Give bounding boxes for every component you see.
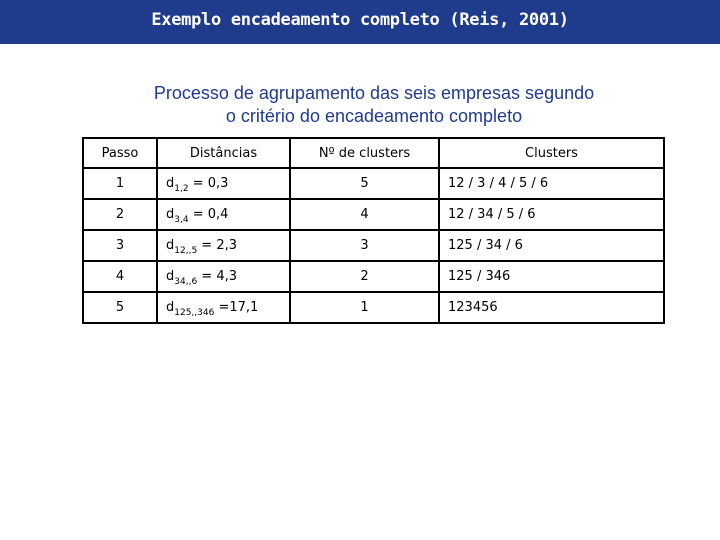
cell-passo: 3: [83, 230, 157, 261]
table-row: [83, 292, 664, 323]
distance-value: = 0,3: [188, 176, 229, 191]
distance-value: = 2,3: [197, 238, 238, 253]
cell-distancia: [157, 230, 290, 261]
cell-n-clusters: 5: [290, 168, 439, 199]
cell-n-clusters: 3: [290, 230, 439, 261]
cell-distancia: [157, 261, 290, 292]
cell-n-clusters: 4: [290, 199, 439, 230]
distance-symbol: d: [166, 207, 175, 222]
distance-value: = 4,3: [197, 269, 238, 284]
cell-clusters: 12 / 3 / 4 / 5 / 6: [439, 168, 664, 199]
cell-passo: 2: [83, 199, 157, 230]
distance-symbol: d: [166, 238, 175, 253]
cell-n-clusters: 2: [290, 261, 439, 292]
table-row: [83, 168, 664, 199]
slide-title: Exemplo encadeamento completo (Reis, 2001): [151, 10, 569, 30]
caption-line-2: o critério do encadeamento completo: [225, 106, 523, 126]
header-passo: Passo: [83, 138, 157, 168]
cell-distancia: [157, 199, 290, 230]
distance-value: =17,1: [214, 300, 259, 315]
cell-passo: 4: [83, 261, 157, 292]
cell-clusters: 125 / 346: [439, 261, 664, 292]
distance-symbol: d: [166, 176, 175, 191]
table-row: [83, 199, 664, 230]
table-row: [83, 261, 664, 292]
table-header-row: [83, 138, 664, 168]
caption-line-1: Processo de agrupamento das seis empresas segundo: [153, 83, 595, 103]
table-caption: [60, 82, 688, 128]
cell-passo: 1: [83, 168, 157, 199]
cell-clusters: 125 / 34 / 6: [439, 230, 664, 261]
cell-distancia: [157, 292, 290, 323]
cell-passo: 5: [83, 292, 157, 323]
header-clusters: Clusters: [439, 138, 664, 168]
distance-subscript: 12,,5: [174, 246, 198, 256]
distance-subscript: 34,,6: [174, 277, 198, 287]
distance-subscript: 1,2: [174, 184, 189, 194]
distance-subscript: 125,,346: [174, 308, 215, 318]
title-bar: [0, 0, 720, 44]
cell-clusters: 123456: [439, 292, 664, 323]
clustering-table: [82, 137, 665, 324]
distance-symbol: d: [166, 269, 175, 284]
cell-n-clusters: 1: [290, 292, 439, 323]
distance-value: = 0,4: [188, 207, 229, 222]
header-distancias: Distâncias: [157, 138, 290, 168]
table-row: [83, 230, 664, 261]
cell-distancia: [157, 168, 290, 199]
distance-subscript: 3,4: [174, 215, 189, 225]
cell-clusters: 12 / 34 / 5 / 6: [439, 199, 664, 230]
distance-symbol: d: [166, 300, 175, 315]
header-n-clusters: Nº de clusters: [290, 138, 439, 168]
